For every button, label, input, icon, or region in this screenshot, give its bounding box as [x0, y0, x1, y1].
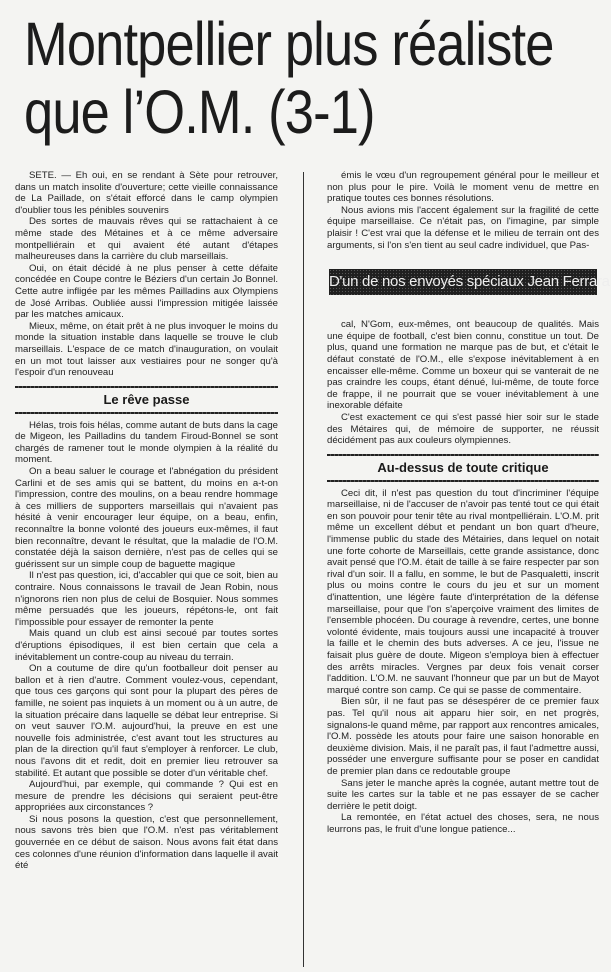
paragraph: C'est exactement ce qui s'est passé hier soir sur le stade des Métaires qui, de mémoire de supporter, ne réussit décidément pas aux couleurs olympiennes.	[327, 411, 599, 447]
paragraph: On a beau saluer le courage et l'abnégation du président Carlini et de ses amis qui se battent, du moins en a-t-on l'impression, contre des moulins, on a beau rendre hommage à ces milliers de supporters marseillais qui n'avaient pas hésité à venir encourager leur équipe, on a beau, enfin, reconnaître la bonne volonté des joueurs eux-mêmes, il faut bien reconnaître, devant le résultat, que la maladie de l'O.M. constatée déjà la saison dernière, n'est pas de celles qui se guérissent sur un simple coup de baguette magique	[15, 466, 278, 570]
paragraph: émis le vœu d'un regroupement général pour le meilleur et non plus pour le pire. Voilà le moment venu de mettre en pratique toutes ces bonnes résolutions.	[327, 170, 599, 205]
paragraph: cal, N'Gom, eux-mêmes, ont beaucoup de qualités. Mais une équipe de football, c'est bien connu, constitue un tout. De plus, quand une formation ne marque pas de but, et c'était le défaut constaté de l'O.M., elle s'expose inévitablement à en encaisser elle-même. Comme un boxeur qui se vanterait de ne pas craindre les coups, étant dénué, lui-même, de toute force de frappe, il ne pourrait que se vouer inévitablement à une inexorable défaite	[327, 319, 599, 412]
byline-banner: D'un de nos envoyés spéciaux Jean Ferrara	[329, 269, 597, 295]
paragraph: Aujourd'hui, par exemple, qui commande ? Qui est en mesure de prendre les décisions qui seraient peut-être appropriées aux circonstances ?	[15, 779, 278, 814]
paragraph: La remontée, en l'état actuel des choses, sera, ne nous leurrons pas, le fruit d'une longue patience...	[327, 812, 599, 835]
subhead: Le rêve passe	[103, 391, 190, 407]
paragraph: Hélas, trois fois hélas, comme autant de buts dans la cage de Migeon, les Pailladins du tandem Firoud-Bonnel se sont chargés de ramener tout le monde olympien à la réalité du moment.	[15, 419, 278, 466]
rule-bottom	[15, 412, 278, 414]
subhead-block	[327, 454, 599, 482]
paragraph: Nous avions mis l'accent également sur la fragilité de cette équipe marseillaise. Ce n'était pas, on l'imagine, par simple plaisir ! C'est vrai que la défense et le milieu de terrain ont des arguments, si l'on s'en tient au seul cadre individuel, que Pas-	[327, 204, 599, 251]
paragraph: Mieux, même, on était prêt à ne plus invoquer le moins du monde la situation instable dans laquelle se trouve le club marseillais. L'espace de ce match d'inauguration, on voulait en un mot tout laisser aux vestiaires pour ne songer qu'à l'espoir d'un renouveau	[15, 320, 278, 379]
subhead-block	[15, 386, 278, 414]
paragraph: Il n'est pas question, ici, d'accabler qui que ce soit, bien au contraire. Nous connaissons le travail de Jean Robin, nous n'ignorons rien non plus de celui de Bosquier. Nous sommes même persuadés que les joueurs, répétons-le, ont fait l'impossible pour essayer de remonter la pente	[15, 570, 278, 628]
left-column	[15, 170, 278, 872]
headline-line-2: que l’O.M. (3-1)	[24, 78, 375, 146]
right-column	[327, 170, 610, 836]
headline-line-1: Montpellier plus réaliste	[24, 10, 554, 78]
rule-bottom	[327, 480, 599, 482]
paragraph: Oui, on était décidé à ne plus penser à cette défaite concédée en Coupe contre le Béziers d'un certain Jo Bonnel. Cette autre infligée par les mêmes Pailladins aux Olympiens de José Arribas. Oubliée aussi l'impression mitigée laissée par les matches amicaux.	[15, 262, 278, 321]
paragraph: Ceci dit, il n'est pas question du tout d'incriminer l'équipe marseillaise, ni de l'accuser de n'avoir pas tenté tout ce qui était en son pouvoir pour tenir tête au rival montpelliérain. L'O.M. prit même un excellent début et pendant un bon quart d'heure, l'immense public du stade des Métairies, dans lequel on notait une forte cohorte de Marseillais, cette grande assistance, donc avait pensé que l'O.M. était de taille à se faire respecter par son rival d'un soir. Il a fallu, en somme, le but de Pasqualetti, inscrit plus ou moins contre le cours du jeu et sur un moment d'inattention, une légère faute d'interprétation de la défense marseillaise, pour que l'on s'aperçoive vraiment des limites de l'ensemble phocéen. Du courage à revendre, certes, une bonne volonté évidente, mais toujours aussi une incapacité à trouver la faille et le chemin des buts adverses. A ce jeu, l'issue ne faisait plus guère de doute. Migeon s'employa bien à effectuer des arrêts miracles. Vergnes par deux fois venait corser l'addition. L'O.M. ne sauvant l'honneur que par un but de Mayot marqué contre son camp. Ce qui se passe de commentaire.	[327, 487, 599, 696]
paragraph: On a coutume de dire qu'un footballeur doit penser au ballon et à rien d'autre. Comment voulez-vous, cependant, que tous ces garçons qui sont pour la plupart des pères de famille, ne soient pas inquiets à un moment ou à un autre, de la situation précaire dans laquelle se débat leur entreprise. Si on veut sauver l'O.M. aujourd'hui, la preuve en est une nouvelle fois administrée, c'est avant tout les structures au plan de la direction qu'il faut s'employer à renforcer. Le club, nous l'avons dit et redit, doit en premier lieu retrouver sa stabilité. Et autant que possible se doter d'un véritable chef.	[15, 663, 278, 779]
subhead: Au-dessus de toute critique	[377, 459, 549, 475]
paragraph: Si nous posons la question, c'est que personnellement, nous savons très bien que l'O.M. n'est pas véritablement gouvernée en ce début de saison. Nous avons fait état dans ces colonnes d'une réunion d'information dans laquelle il avait été	[15, 813, 278, 872]
paragraph: Bien sûr, il ne faut pas se désespérer de ce premier faux pas. Tel qu'il nous ait apparu hier soir, en net progrès, signalons-le quand même, par rapport aux rencontres amicales, l'O.M. possède les atouts pour faire une saison honorable en deuxième division. Mais, il ne paraît pas, il faut l'admettre aussi, posséder une envergure suffisante pour se poser en candidat de premier plan dans ce redoutable groupe	[327, 696, 599, 777]
paragraph: Sans jeter le manche après la cognée, autant mettre tout de suite les cartes sur la table et ne pas essayer de se cacher derrière le petit doigt.	[327, 777, 599, 812]
paragraph: Des sortes de mauvais rêves qui se rattachaient à ce même stade des Métaines et à ce même adversaire montpelliérain et qui avaient été autant d'étapes malheureuses dans la carrière du club marseillais.	[15, 216, 278, 263]
paragraph: SETE. — Eh oui, en se rendant à Sète pour retrouver, dans un match insolite d'ouverture; cette vieille connaissance de La Paillade, on s'était efforcé dans le camp olympien d'oublier tous les pénibles souvenirs	[15, 170, 278, 216]
column-divider	[303, 172, 304, 967]
paragraph: Mais quand un club est ainsi secoué par toutes sortes d'éruptions épisodiques, il est bien certain que cela a inévitablement un contre-coup au niveau du terrain.	[15, 628, 278, 663]
headline	[24, 10, 554, 146]
